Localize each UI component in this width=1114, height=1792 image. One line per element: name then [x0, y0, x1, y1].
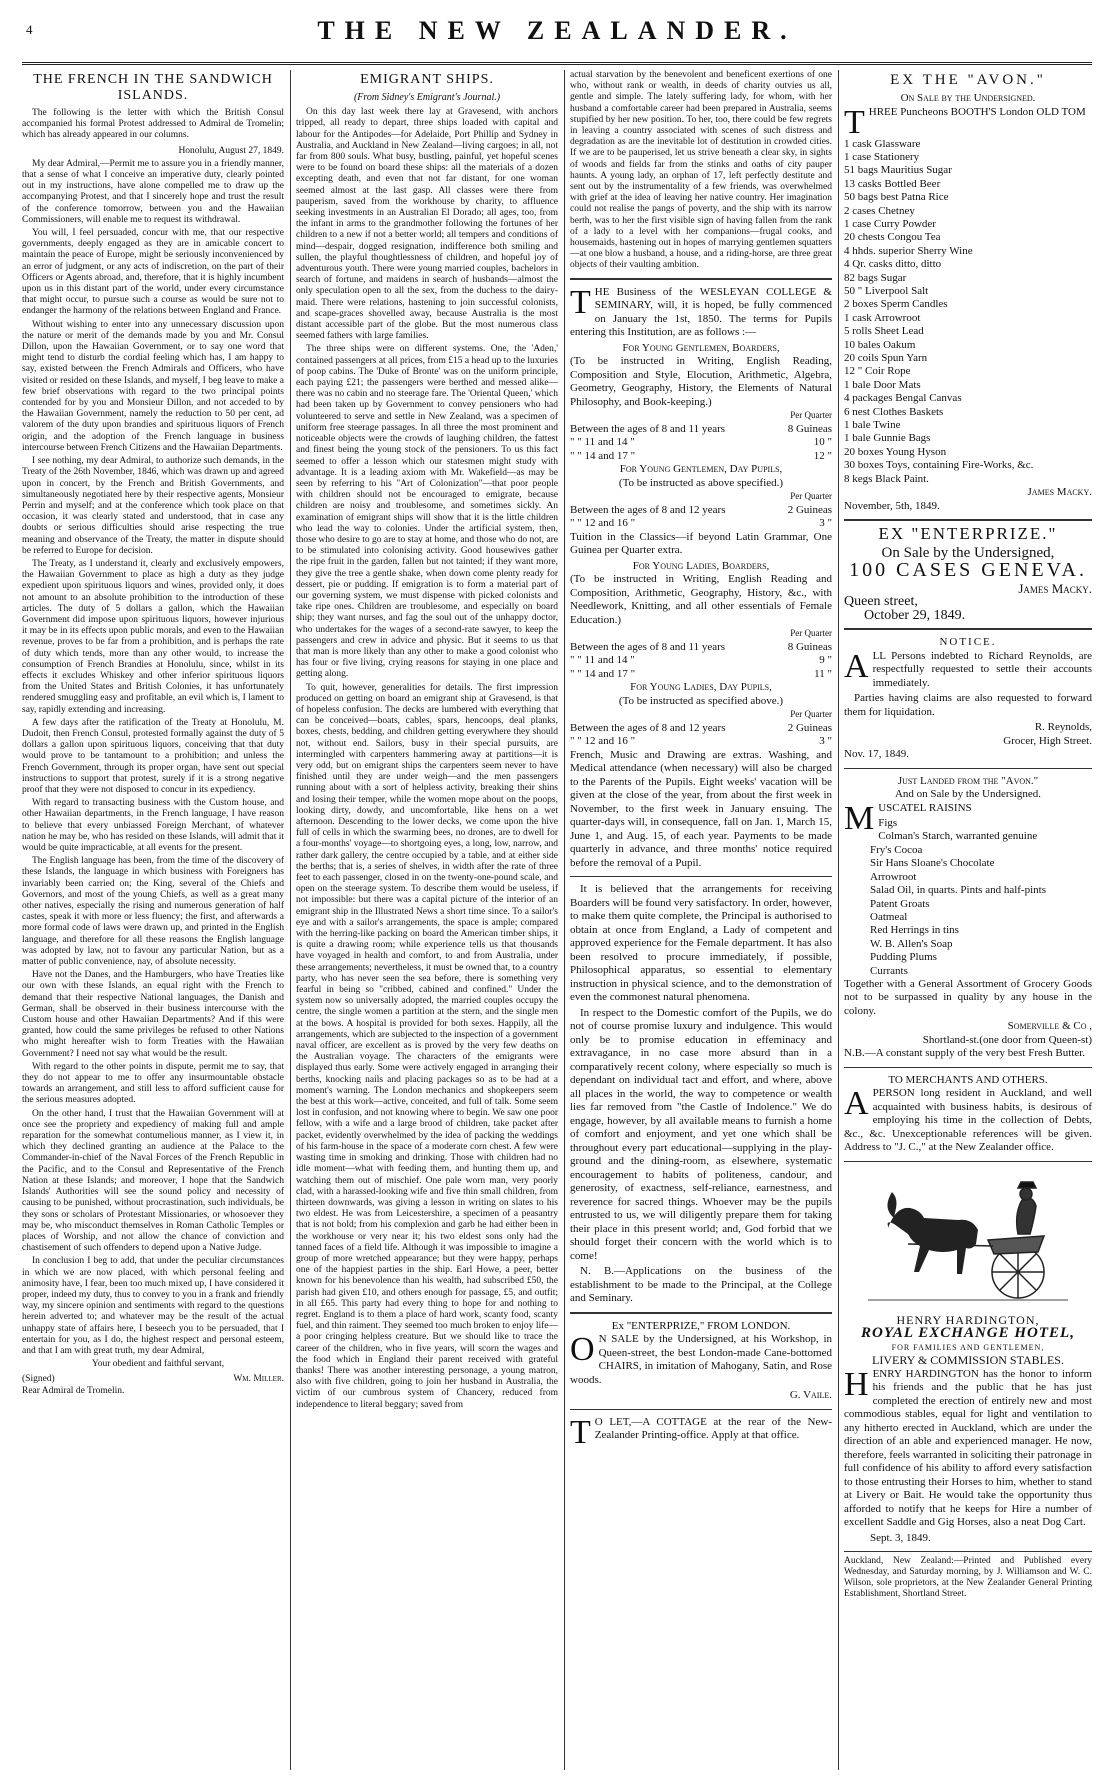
- chairs-advertisement: [570, 1320, 832, 1403]
- list-item: 4 Qr. casks ditto, ditto: [844, 258, 942, 271]
- paragraph: The Treaty, as I understand it, clearly and exclusively empowers, the Hawaiian Government to place as high a duty as they judge expedient upon spirituous liquors and wines, provided only, it does not amount to an absolute prohibition to the introduction of these articles. The duty of 5 dollars a gallon, which the Hawaiian Government did impose upon spirituous liquors, however injurious it may be in its effects upon public morals, and even to the Hawaiian revenue, proves to be far from a prohibition, and is perhaps the rate of duty which tends, more than any other would, to increase the consumption of French Brandies at Honolulu, since, whilst in its effects it excludes Whiskey and other inferior spirituous liquors from the United States and British Colonies, it has unfortunately rendered smuggling easy and profitable, an evil which is, I lament to say, rapidly extending and increasing.: [22, 558, 284, 715]
- extras-note: French, Music and Drawing are extras. Washing, and Medical attendance (when necessary) will also be charged to the Parents of the Pupils. Eight weeks' vacation will be given at the close of the year, from about the first week in November, to the first week in January ensuing. The quarter-days will, in consequence, fall on Jan. 1, March 15, June 1, and Aug. 15, of each year. Payments to be made quarterly in advance, and three months' notice required before the removal of a Pupil.: [570, 748, 832, 869]
- column-rule: [290, 70, 291, 1770]
- ad-heading: EX THE "AVON.": [890, 72, 1046, 88]
- list-item: 10 bales Oakum: [844, 338, 916, 351]
- list-item: 1 bale Door Mats: [844, 378, 921, 391]
- per-quarter-label: Per Quarter: [790, 410, 832, 421]
- list-item: 20 boxes Young Hyson: [844, 445, 947, 458]
- column-rule: [564, 70, 565, 1770]
- ad-subheading: And on Sale by the Undersigned.: [894, 788, 1042, 801]
- nota-bene: N.B.—A constant supply of the very best Fresh Butter.: [844, 1047, 1086, 1060]
- paragraph: You will, I feel persuaded, concur with me, that our respective governments, deeply engaged as they are in amicable concert to maintain the peace of Europe, might be seriously inconvenienced by an error of judgment, or any acts of indiscretion, on the part of their Officers or Agents abroad, and, therefore, that it is highly incumbent upon us in this distant part of the world, under every circumstance that might occur, to pursue such a course as would be sure not to endanger the harmony of the relations between England and France.: [22, 228, 284, 317]
- section-heading: For Young Gentlemen, Boarders,: [622, 341, 780, 354]
- column-rule: [838, 70, 839, 1770]
- divider: [570, 1312, 832, 1314]
- ad-date: November, 5th, 1849.: [844, 499, 940, 512]
- masthead: [22, 10, 1092, 65]
- article-source: (From Sidney's Emigrant's Journal.): [353, 92, 501, 103]
- list-item: 5 rolls Sheet Lead: [844, 325, 924, 338]
- per-quarter-label: Per Quarter: [790, 628, 832, 639]
- section-description: (To be instructed in Writing, English Reading and Composition, Arithmetic, Geography, History, &c., with Needlework, Knitting, and all other essentials of Female Education.): [570, 573, 832, 626]
- list-item: 50 bags best Patna Rice: [844, 191, 949, 204]
- article-heading: EMIGRANT SHIPS.: [360, 72, 494, 87]
- list-item: 30 boxes Toys, containing Fire-Works, &c.: [844, 459, 1034, 472]
- ad-heading: Just Landed from the "Avon.": [897, 774, 1039, 787]
- paragraph: On this day last week there lay at Gravesend, with anchors tripped, all ready to depart, three ships loaded with capital and labour for the Antipodes—for Adelaide, Port Phillip and Sydney in Australia, and Auckland in New Zealand—living cargoes; in all, not far from 800 souls. What busy, bustling, painful, yet hopeful scenes were to be found on board these ships: all the materials of a dozen excepting death, and even that not far distant, for one woman seemed almost at the last gasp. All classes were there from pauperism, saved from the workhouse by charity, to affluence seeking investments in an Australian El Dorado; all ages, too, from the infant in arms to the grandmother following the fortunes of her children to a new if not a better world; all tempers and conditions of mind—despair, dogged resignation, indifference both smiling and sullen, the playful thoughtlessness of children, and hopeful joy of adventurous youth. There were young married couples, bachelors in search of fortune, and maidens in search of husbands—almost the only speculation open to all the sex, from the duchess to the dairy-maid. There were relations, hastening to join successful colonists, and scape-graces shovelled away, because Australia is the most distant accessible part of the globe. But the most numerous class seemed fathers with large families.: [296, 107, 558, 342]
- paragraph: Have not the Danes, and the Hamburgers, who have Treaties like our own with these Islands, an equal right with the French to demand that their respective National languages, the Danish and German, shall be observed in their business intercourse with the Custom house and other Hawaiian Departments? And if this were granted, how could the same privileges be refused to other Nations who might hereafter wish to form Treaties with the Hawaiian Government? I need not say what would be the result.: [22, 970, 284, 1059]
- ad-text: Parties having claims are also requested to forward them for liquidation.: [844, 692, 1092, 718]
- ad-place: Queen street,: [844, 594, 918, 610]
- ad-heading: EX "ENTERPRIZE.": [878, 524, 1058, 544]
- fee-table: [570, 722, 832, 749]
- divider: [570, 1409, 832, 1410]
- newspaper-page: [22, 10, 1092, 1782]
- list-item: 1 cask Glassware: [844, 137, 921, 150]
- list-item: 1 case Curry Powder: [844, 217, 936, 230]
- paragraph: To quit, however, generalities for details. The first impression produced on getting on board an emigrant ship at Gravesend, is that of hopeless confusion. The decks are lumbered with everything that can be conceived—boats, cables, spars, hencoops, deal planks, boxes, chests, bedding, and children getting everywhere they should not, without end. Sailors, busy in their special pursuits, are intermingled with carpenters hammering away at partitions—it is very odd, but on emigrant ships the carpenters seem never to have finished until they are under weigh—and the men passengers running about with a sort of helpless activity, breaking their shins and losing their temper, while the women mope about on the poops, looking dirty, dowdy, and uncomfortable, like hens on a wet afternoon. Descending to the lower decks, we come upon the hive full of cells in which the swarming bees, no drones, are to dwell for a four-months' voyage—to shortgoing eyes, a long, low, narrow, and rather dark gallery, the centre occupied by a table, and at either side the berths; that is, a series of shelves, in width after the rate of three feet to each passenger, closed in on the twenty-one-pound scale, and open on the steerage system. To describe them would be useless, if not impossible: but there was a capital picture of the interior of an emigrant ship in the Illustrated News a short time since. To a sailor's eye and with a sailor's arrangements, the space is ample; compared with the herring-like packing on board the American timber ships, it is quite a drawing room; while experience tells us that thousands have voyaged in health and comfort, to and from Australia, under these arrangements; nevertheless, it must be owned that, to a country party, who has never seen the sea before, there is something very fearful in being so "cribbed, cabined and confined." Under the system now so universally adopted, the married couples occupy the centre, the single women a partition at the stern, and the single men at the bows. A hospital is provided for both sexes. Happily, all the arrangements, which are subjected to the inspection of a government naval officer, are excellent as is proved by the very few deaths on the Australian voyage. The characters of the emigrants were displayed thus early. Some were actively engaged in arranging their berths, knocking nails and placing packages so as to be had at a moment's warning. The London mechanics and shopkeepers seem the best at this work—active, conceited, and full of talk. Some seem lost in confusion, and not knowing where to begin. We saw one poor fellow, with a wife and a large brood of children, take packet after packet, evidently overwhelmed by the idea of packing the weddings of his farm-house in the space of a moderate corn chest. A few were wasting time in smoking and drinking. Those with children had no idle moment—what with feeding them, and hunting them up, and watching them out of mischief. One pale worn man, very poorly clad, with a harassed-looking wife and five thin small children, from thirteen downwards, was giving a lesson in writing on slates to his two eldest. He was from Leicestershire, a specimen of a peasantry that is not bold; from his complexion and garb he had either been in the workhouse or very near it; his two eldest sons only had the tanned faces of a field life. Although it was impossible to imagine a group of more wretched appearance; but they were happy, perhaps one of the happiest parties in the ship. Earl Howe, a peer, better known for his benevolence than his wealth, had subscribed £50, the parish had given £10, and others enough for passage, £5, and outfit; in all £65. This party had every thing to hope for and nothing to regret. England is to them a place of hard work, scanty food, scanty fuel, and thin raiment. They seemed too much broken to enjoy life—a poor cringing helpless creature. But we should like to trace the career of the children, who in five years, will scorn the wages and the food which in England their parent received with grateful thanks! There was another interesting personage, a young matron, also with five children, going to join her husband in Australia, the victim of our cumbrous system of Chancery, reduced from independence to literal beggary; saved from: [296, 682, 558, 1410]
- signature: Somerville & Co ,: [1007, 1020, 1092, 1033]
- list-item: Colman's Starch, warranted genuine: [878, 830, 1038, 843]
- list-item: Patent Groats: [870, 897, 930, 910]
- ad-text: ENRY HARDINGTON has the honor to inform his friends and the public that he has just completed the erection of entirely new and most commodious stables, equal for light and ventilation to any hitherto erected in Auckland, which are under the direction of an able and experienced manager. He now, therefore, feels warranted in soliciting their patronage in full confidence of his ability to afford every satisfaction to those entrusting their Horses to him, whether to stand at Livery or Bait. He would take the opportunity thus afforded to notify that he keeps for Hire a number of excellent Saddle and Gig Horses, also a neat Dog Cart.: [844, 1367, 1092, 1529]
- fee-row: " " 11 and 14 " 9 ": [570, 654, 832, 667]
- hotel-livery: LIVERY & COMMISSION STABLES.: [872, 1353, 1064, 1368]
- drop-cap: A: [844, 647, 869, 685]
- signed-label: (Signed): [22, 1374, 55, 1385]
- list-item: Sir Hans Sloane's Chocolate: [870, 857, 995, 870]
- closing: Your obedient and faithful servant,: [91, 1359, 225, 1370]
- section-heading: For Young Ladies, Boarders,: [632, 559, 770, 572]
- ad-text: LL Persons indebted to Richard Reynolds, are respectfully requested to settle their accounts immediately.: [872, 649, 1092, 689]
- ad-text: N SALE by the Undersigned, at his Workshop, in Queen-street, the best London-made Cane-bottomed CHAIRS, in imitation of Mahogany, Satin, and Rose woods.: [570, 1333, 832, 1386]
- fee-row: Between the ages of 8 and 12 years 2 Guineas: [570, 721, 832, 734]
- paragraph: On the other hand, I trust that the Hawaiian Government will at once see the propriety and expediency of making full and ample reparation for the somewhat contumelious manner, as I view it, in which they declined granting an audience at the Palace to the Commander-in-chief of the Naval Forces of the French Republic in the Pacific, and to the Consul and Representative of the French Nation at these Islands; and moreover, I hope that the Sandwich Islands' Authorities will see the sound policy and necessity of causing to be punished, without procrastination, such individuals, be they sons or scholars of Protestant Missionaries, or whosoever they may be, who misconduct themselves in Roman Catholic Temples or places of Worship, and not allow the chance of conviction and chastisement of such offenders to depend upon a Native Judge.: [22, 1108, 284, 1254]
- ad-text: PERSON long resident in Auckland, and well acquainted with business habits, is desirous of employing his time in the collection of Debts, &c., &c. Unexceptionable references will be given. Address to "J. C.," at the New Zealander office.: [844, 1087, 1092, 1154]
- addressee: Rear Admiral de Tromelin.: [22, 1385, 125, 1396]
- fee-row: " " 11 and 14 " 10 ": [570, 436, 832, 449]
- list-item: W. B. Allen's Soap: [870, 937, 953, 950]
- section-description: (To be instructed in Writing, English Reading, Composition and Style, Elocution, Arithmetic, Algebra, Geometry, Geography, History, the Elements of Natural Philosophy, and Book-keeping.): [570, 355, 832, 408]
- list-item: Fry's Cocoa: [870, 843, 923, 856]
- paragraph: My dear Admiral,—Permit me to assure you in a friendly manner, that a sense of what I conceive an imperative duty, clearly pointed out in my instructions, have alone compelled me to draw up the accompanying Protest, and that I sincerely hope and trust the result of the conference tomorrow, between you and the Hawaiian Commissioners, will enable me to request its withdrawal.: [22, 158, 284, 225]
- goods-list: [844, 138, 1092, 487]
- goods-list: [844, 817, 1092, 978]
- ad-date: Nov. 17, 1849.: [844, 748, 909, 761]
- list-item: 1 bale Gunnie Bags: [844, 432, 931, 445]
- signature: G. Vaile.: [789, 1389, 832, 1402]
- list-item: 12 " Coir Rope: [844, 365, 911, 378]
- column-french-sandwich-islands: [22, 70, 284, 1770]
- divider: [844, 519, 1092, 521]
- fee-table: [570, 641, 832, 682]
- list-item: Salad Oil, in quarts. Pints and half-pints: [870, 884, 1046, 897]
- list-item: 1 case Stationery: [844, 150, 920, 163]
- paragraph-continued: actual starvation by the benevolent and beneficent exertions of one who, without rank or wealth, in deeds of charity outvies us all, gentle and simple. The lately suffering lady, for whom, with her husband a comfortable career had been prepared in Australia, seems stupified by her new position. To her, too, there could be few regrets in leaving a country associated with scenes of such distress and degradation as are the inevitable lot of destitution in crowded cities. If we are to be pauperised, let us strive beneath a clear sky, in sights of woods and fields far from the stinks and oaths of city pauper haunts. A young lady, an orphan of 17, left perfectly destitute and sent out by the instrumentality of a few friends, was overwhelmed with grief at the idea of leaving her native country. Her imagination could not realise the pangs of poverty, and the ship with its narrow berth, was to her the first visible sign of having fallen from the rank of a lady to a level with her companions—frugal cooks, and housemaids, hastening out in hopes of marrying gentlemen squatters—at one blow a husband, a house, and a riding-horse, are three great objects of their vaulting ambition.: [570, 70, 832, 271]
- classics-note: Tuition in the Classics—if beyond Latin Grammar, One Guinea per Quarter extra.: [570, 530, 832, 557]
- ad-text: O LET,—A COTTAGE at the rear of the New-Zealander Printing-office. Apply at that office.: [594, 1415, 832, 1442]
- dateline: Honolulu, August 27, 1849.: [178, 145, 284, 156]
- drop-cap: M: [844, 799, 875, 837]
- signature: Wm. Miller.: [233, 1374, 284, 1385]
- list-item: 2 boxes Sperm Candles: [844, 298, 948, 311]
- hotel-name: ROYAL EXCHANGE HOTEL,: [861, 1325, 1075, 1342]
- ad-date: Sept. 3, 1849.: [870, 1531, 931, 1544]
- paragraph: N. B.—Applications on the business of the establishment to be made to the Principal, at the College and Seminary.: [570, 1265, 832, 1305]
- paragraph: The three ships were on different systems. One, the 'Aden,' contained passengers at all prices, from £15 a head up to the luxuries of poop cabins. The 'Duke of Bronte' was on the uniform principle, each paying £21; the passengers were berthed and messed alike—there was no cabin and no steerage fare. The 'Oriental Queen,' which had been taken up by Government to convey pensioners who had volunteered to serve and settle in New Zealand, was a specimen of uniform free steerage passages. In all three the most prominent and noticeable objects were the crowds of laughing children, the fattest and finest being the young stock of the pensioners. To us this fact seemed to offer a lesson which our statesmen might study with advantage. It is a leading axiom with Mr. Wakefield—as may be seen by referring to his "Art of Colonization"—that poor people with children should not be encouraged to emigrate, because children are noisy and troublesome, and sometimes sickly. An examination of emigrant ships will show that it is the little children who lead the way to colonies. Under the artificial system, then, those who desire to go are to stay at home, and those who do not, are to be stimulated into colonising activity. Good housewives gather the ripe fruit in the garden, fallen but not tainted; if they want more, they give the tree a gentle shake, when down come plenty ready for dessert, pie or pudding. If emigration is to form a material part of our governing system, we must dispense with picked colonists and take ripe ones. Children are troublesome, and especially on board ship; they want nurses, and fag the soul out of the unhappy doctor, who undertakes for the wages of a second-rate sawyer, to keep the passengers and crew in advice and physic. But it seems to us that that man is more likely than any other to make a good colonist who has four or five living, crying reasons for staying in one place and getting along.: [296, 344, 558, 680]
- ad-headline: 100 CASES GENEVA.: [849, 559, 1087, 582]
- fee-table: [570, 504, 832, 531]
- drop-cap: T: [844, 103, 865, 141]
- list-item: 8 kegs Black Paint.: [844, 472, 929, 485]
- fee-row: Between the ages of 8 and 11 years 8 Guineas: [570, 422, 832, 435]
- ad-heading: NOTICE.: [939, 636, 997, 649]
- page-number: 4: [26, 22, 33, 37]
- divider: [844, 768, 1092, 769]
- section-description: (To be instructed as specified above.): [618, 694, 784, 707]
- paragraph: In respect to the Domestic comfort of the Pupils, we do not of course promise luxury and indulgence. This would only be to promise education in effeminacy and extravagance, in no case more absurd than in a comparatively recent colony, where especially so much is dependant on individual tact and effort, and where, above all places in the world, the way to competence or wealth lies far removed from "the Castle of Indolence." We do engage, however, by all available means to furnish a home of comfort and enjoyment, and yet one which shall be throughout every part educational—supplying in the play-ground and the dining-room, as elsewhere, systematic encouragement to habits of politeness, candour, and generosity, of exactness, self-reliance, earnestness, and reverence for sacred things. Whoever may be the pupils entrusted to us, we will diligently prepare them for taking their place in this present world; and, God forbid that we should forget their concern with the world which is to come!: [570, 1006, 832, 1262]
- newspaper-title: THE NEW ZEALANDER.: [317, 16, 797, 45]
- drop-cap: A: [844, 1085, 869, 1123]
- fee-row: Between the ages of 8 and 11 years 8 Guineas: [570, 640, 832, 653]
- column-advertisements: [844, 70, 1092, 1770]
- signature: James Macky.: [1027, 486, 1092, 499]
- signature-title: Grocer, High Street.: [1003, 734, 1092, 747]
- ad-subheading: On Sale by the Undersigned,: [881, 544, 1055, 561]
- paragraph: With regard to transacting business with the Custom house, and other Hawaiian departments, in the French language, I have reason to believe that every unbiassed Foreign Merchant, of whatever nation he may be, who has resided on these Islands, will admit that it would be quite impracticable, at all events for the present.: [22, 798, 284, 853]
- fee-row: Between the ages of 8 and 12 years 2 Guineas: [570, 503, 832, 516]
- horse-and-gig-illustration: [868, 1168, 1068, 1308]
- paragraph: The English language has been, from the time of the discovery of these Islands, the language in which business with Foreigners has invariably been carried on; the King, several of the Chiefs and Governors, and most of the young Chiefs, as well as a great many other natives, especially the rising and numerous generation of half castes, speak it with more or less fluency; the first, and afterwards a more formal code of laws were drawn up, and printed in the English language, and therefore for all these reasons the English language was adopted by law, not to favour any particular Nation, but as a matter of public convenience, nay, of absolute necessity.: [22, 856, 284, 968]
- list-item: 2 cases Chetney: [844, 204, 915, 217]
- signature: R. Reynolds,: [1034, 721, 1092, 734]
- signature-block: [22, 1374, 284, 1385]
- per-quarter-label: Per Quarter: [790, 709, 832, 720]
- list-item: 20 chests Congou Tea: [844, 231, 941, 244]
- fee-row: " " 14 and 17 " 11 ": [570, 667, 832, 680]
- ad-first-line: HREE Puncheons BOOTH'S London OLD TOM: [868, 105, 1086, 118]
- paragraph: With regard to the other points in dispute, permit me to say, that they do not appear to me to offer any insurmountable obstacle towards an arrangement, and still less to afford sufficient cause for the serious measures adopted.: [22, 1061, 284, 1106]
- divider: [570, 278, 832, 280]
- ad-text: Together with a General Assortment of Grocery Goods not to be surpassed in quality by any house in the colony.: [844, 977, 1092, 1017]
- list-item: 1 bale Twine: [844, 419, 901, 432]
- list-item: 1 cask Arrowroot: [844, 311, 921, 324]
- list-item: 51 bags Mauritius Sugar: [844, 164, 952, 177]
- drop-cap: T: [570, 1413, 591, 1451]
- drop-cap: O: [570, 1331, 595, 1369]
- paragraph: I see nothing, my dear Admiral, to authorize such demands, in the Treaty of the 26th November, 1846, which was drawn up and agreed upon in concert, by the French and British Governments, and simultaneously negotiated here by their respective agents, Monsieur Perrin and myself; and at the conference which took place on that occasion, it was clearly stated and understood, that in case any doubts or serious difficulties should arise respecting the true meaning and observance of the Treaty, the matter in dispute should be referred to Europe for decision.: [22, 456, 284, 556]
- fee-row: " " 12 and 16 " 3 ": [570, 517, 832, 530]
- list-item: 50 " Liverpool Salt: [844, 284, 929, 297]
- list-item: Arrowroot: [870, 870, 917, 883]
- list-item: Oatmeal: [870, 910, 908, 923]
- list-item: 4 packages Bengal Canvas: [844, 392, 962, 405]
- address: Shortland-st.(one door from Queen-st): [922, 1033, 1092, 1046]
- per-quarter-label: Per Quarter: [790, 491, 832, 502]
- section-description: (To be instructed as above specified.): [618, 476, 784, 489]
- cottage-advertisement: [570, 1413, 832, 1451]
- printer-imprint: Auckland, New Zealand:—Printed and Published every Wednesday, and Saturday morning, by J. Williamson and W. C. Wilson, sole proprietors, at the New Zealander General Printing Establishment, Shortland Street.: [844, 1551, 1092, 1600]
- article-intro: The following is the letter with which the British Consul accompanied his formal Protest addressed to Admiral de Tromelin; which has already appeared in our columns.: [22, 108, 284, 141]
- section-heading: For Young Gentlemen, Day Pupils,: [619, 463, 783, 476]
- divider: [844, 1067, 1092, 1068]
- section-heading: For Young Ladies, Day Pupils,: [630, 681, 772, 694]
- fee-table: [570, 423, 832, 464]
- list-item: Currants: [870, 964, 908, 977]
- drop-cap: T: [570, 283, 591, 321]
- column-emigrant-ships: [296, 70, 558, 1770]
- signature: James Macky.: [1018, 580, 1092, 596]
- article-heading: THE FRENCH IN THE SANDWICH ISLANDS.: [33, 72, 273, 103]
- list-item: 20 coils Spun Yarn: [844, 352, 928, 364]
- paragraph: It is believed that the arrangements for receiving Boarders will be found very satisfactory. In order, however, to make them quite complete, the Principal is authorised to obtain at once from England, a Lady of competent and approved experience for the Female department. It has also been resolved to procure immediately, if possible, Philosophical apparatus, so essential to elementary instruction in physical science, and to the demonstration of even the commonest natural phenomena.: [570, 883, 832, 1004]
- hotel-tagline: FOR FAMILIES AND GENTLEMEN,: [891, 1342, 1045, 1352]
- ad-heading: Ex "ENTERPRIZE," FROM LONDON.: [611, 1319, 791, 1332]
- ad-heading: TO MERCHANTS AND OTHERS.: [888, 1073, 1048, 1086]
- divider: [844, 628, 1092, 630]
- divider: [570, 876, 832, 877]
- ad-date: October 29, 1849.: [864, 607, 966, 623]
- list-item: 6 nest Clothes Baskets: [844, 405, 944, 418]
- proprietor-name: HENRY HARDINGTON,: [896, 1312, 1040, 1327]
- list-item: Figs: [878, 817, 898, 830]
- list-item: 4 hhds. superior Sherry Wine: [844, 244, 973, 257]
- ad-first-line: USCATEL RAISINS: [878, 801, 972, 814]
- wesleyan-advertisement: [570, 283, 832, 1306]
- fee-row: " " 12 and 16 " 3 ": [570, 735, 832, 748]
- paragraph: A few days after the ratification of the Treaty at Honolulu, M. Dudoit, then French Consul, protested formally against the duty of 5 dollars a gallon upon spirituous liquors, conceiving that that duty would prove to be tantamount to a prohibition; and unless the French Government, through its proper organ, have sent out special instructions to support that protest, surely if it is a strong negative proof that they were not disposed to concur in its expediency.: [22, 717, 284, 795]
- list-item: 82 bags Sugar: [844, 271, 907, 284]
- paragraph: In conclusion I beg to add, that under the peculiar circumstances in which we are now placed, with which personal feeling and animosity have, I fear, been too much mixed up, I have considered it proper, indeed my duty, thus to convey to you in a frank and friendly way, my sincere opinion and sentiments with regard to the questions herein adverted to; and whatever may be the result of the actual unhappy state of affairs here, I beseech you to be persuaded, that I entertain for you, as I do, the highest respect and personal esteem, and that I am with great truth, my dear Admiral,: [22, 1256, 284, 1356]
- column-wesleyan: [570, 70, 832, 1770]
- ad-subheading: On Sale by the Undersigned.: [900, 92, 1036, 104]
- drop-cap: H: [844, 1365, 869, 1403]
- paragraph: Without wishing to enter into any unnecessary discussion upon the nature or merit of the demands made by you and Mr. Consul Dillon, upon the Hawaiian Government, or to say one word that might tend to disturb the cordial feeling which has, I am happy to say, existed between the French Admirals and Officers, who have visited or resided on these Islands, and myself, I beg leave to make a few brief observations with regard to the two principal points contended for by you and Monsieur Dillon, and not acceded to by the Hawaiian Government, namely the reduction to 50 per cent, ad valorem of the duty upon brandies and spirituous liquors of French origin, and the adoption of the French language in business intercourse between French Citizens and the Hawaiian Departments.: [22, 319, 284, 453]
- fee-row: " " 14 and 17 " 12 ": [570, 449, 832, 462]
- list-item: Pudding Plums: [870, 951, 937, 964]
- list-item: 13 casks Bottled Beer: [844, 177, 941, 190]
- divider: [844, 1161, 1092, 1162]
- wesleyan-intro: HE Business of the WESLEYAN COLLEGE & SEMINARY, will, it is hoped, be fully commenced on January the 1st, 1850. The terms for Pupils entering this Institution, are as follows :—: [570, 285, 832, 339]
- list-item: Red Herrings in tins: [870, 924, 959, 937]
